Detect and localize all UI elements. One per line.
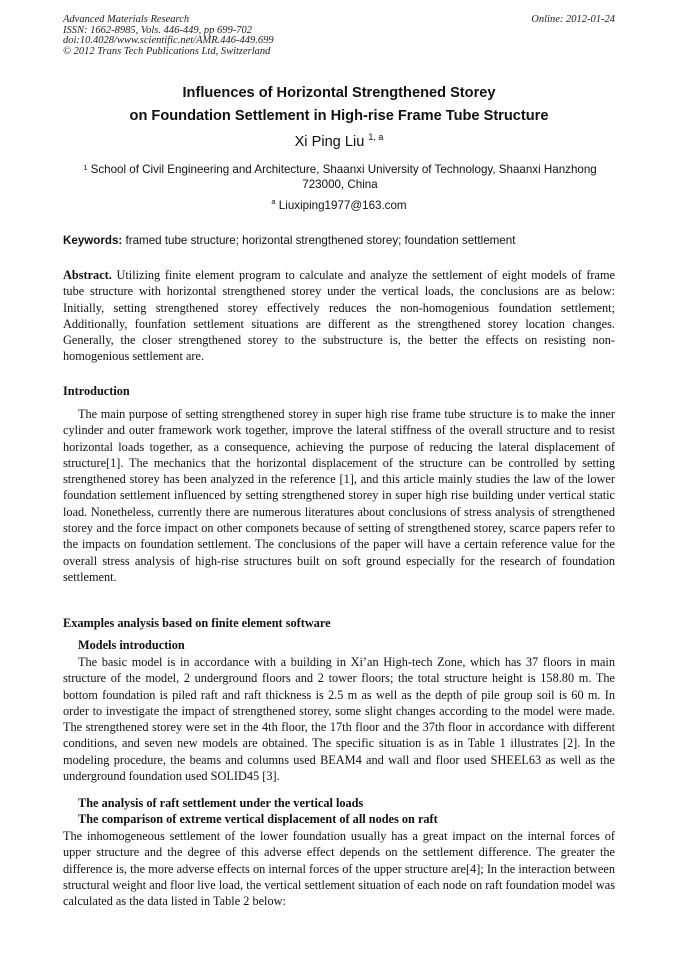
keywords-label: Keywords: [63, 234, 123, 247]
raft-heading: The analysis of raft settlement under the vertical loads [78, 796, 364, 810]
author-line [0, 134, 678, 150]
paper-title [40, 82, 638, 128]
models-text: The basic model is in accordance with a building in Xi’an High-tech Zone, which has 37 floors in main structure of the model, 2 underground floors and 2 tower floors; the total structure height is 158.80 m. The bottom foundation is piled raft and raft thickness is 2.5 m as well as the depth of pile group soil is 60 m. In order to investigate the impact of strengthened storey, some slight changes according to the model were made. The strengthened storey were set in the 4th floor, the 17th floor and the 37th floor in accordance with different conditions, and seven new models are obtained. The specific situation is as in Table 1 illustrates [2]. In the modeling procedure, the beams and columns used BEAM4 and wall and floor used SHEEL63 as well as the underground foundation used SOLID45 [3]. [63, 655, 615, 784]
comparison-heading: The comparison of extreme vertical displacement of all nodes on raft [78, 812, 438, 826]
affiliation-text: School of Civil Engineering and Architecture, Shaanxi University of Technology, Shaanxi Hanzhong 723000, China [90, 163, 597, 191]
keywords-text: framed tube structure; horizontal strengthened storey; foundation settlement [125, 234, 516, 247]
abstract [63, 267, 615, 365]
journal-header [63, 15, 615, 57]
title-line-2: on Foundation Settlement in High-rise Frame Tube Structure [129, 108, 549, 124]
title-line-1: Influences of Horizontal Strengthened Storey [182, 85, 496, 101]
examples-heading: Examples analysis based on finite element software [63, 616, 331, 630]
email-line [0, 199, 678, 212]
author-marks: 1, a [368, 132, 384, 142]
affiliation-mark: 1 [83, 163, 88, 172]
abstract-label: Abstract. [63, 268, 112, 282]
models-heading: Models introduction [78, 638, 185, 652]
author-name: Xi Ping Liu [294, 134, 365, 150]
keywords [63, 234, 618, 247]
comparison-text: The inhomogeneous settlement of the lower foundation usually has a great impact on the internal forces of upper structure and the degree of this adverse effect depends on the settlement difference. The greater the difference is, the more adverse effects on internal forces of the upper structure are[4]; In the interaction between structural weight and floor live load, the vertical settlement situation of each node on raft foundation model was calculated as the data listed in Table 2 below: [63, 829, 615, 909]
doi-line: doi:10.4028/www.scientific.net/AMR.446-449.699 [63, 35, 274, 47]
affiliation [80, 163, 600, 192]
online-date: Online: 2012-01-24 [531, 14, 615, 25]
journal-name: Advanced Materials Research [63, 14, 190, 25]
introduction-text: The main purpose of setting strengthened storey in super high rise frame tube structure is to make the inner cylinder and outer framework work together, improve the lateral stiffness of the overall structure and to resist horizontal loads together, as a consequence, achieving the purpose of reducing the lateral displacement of structure[1]. The mechanics that the horizontal displacement of the structure can be controlled by setting strengthened storey has been analyzed in the reference [1], and this article mainly studies the law of the lower foundation settlement influenced by setting strengthened storey in super high rise building under vertical static load. Nonetheless, currently there are numerous literatures about conclusions of stress analysis of strengthened storey and the force impact on other componets because of setting of strengthened storey, scarce papers refer to the impacts on foundation settlement. The conclusions of the paper will have a certain reference value for the overall stress analysis of high-rise structures built on soft ground especially for the research of foundation settlement. [63, 407, 615, 584]
email-address: Liuxiping1977@163.com [278, 199, 407, 212]
introduction-heading: Introduction [63, 384, 130, 398]
email-mark: a [271, 197, 276, 206]
abstract-text: Utilizing finite element program to calculate and analyze the settlement of eight models of frame tube structure with horizontal strengthened storey under the vertical loads, the conclusions are as below: Initially, setting strengthened storey effectively reduces the non-homogenious foundation settlement; Additionally, founfation settlement situations are different as the strengthened storey location changes. Generally, the closer strengthened storey to the substructure is, the better the effects on resisting non-homogenious settlement are. [63, 268, 615, 364]
issn-line: ISSN: 1662-8985, Vols. 446-449, pp 699-702 [63, 24, 252, 36]
copyright-line: © 2012 Trans Tech Publications Ltd, Switzerland [63, 45, 271, 57]
